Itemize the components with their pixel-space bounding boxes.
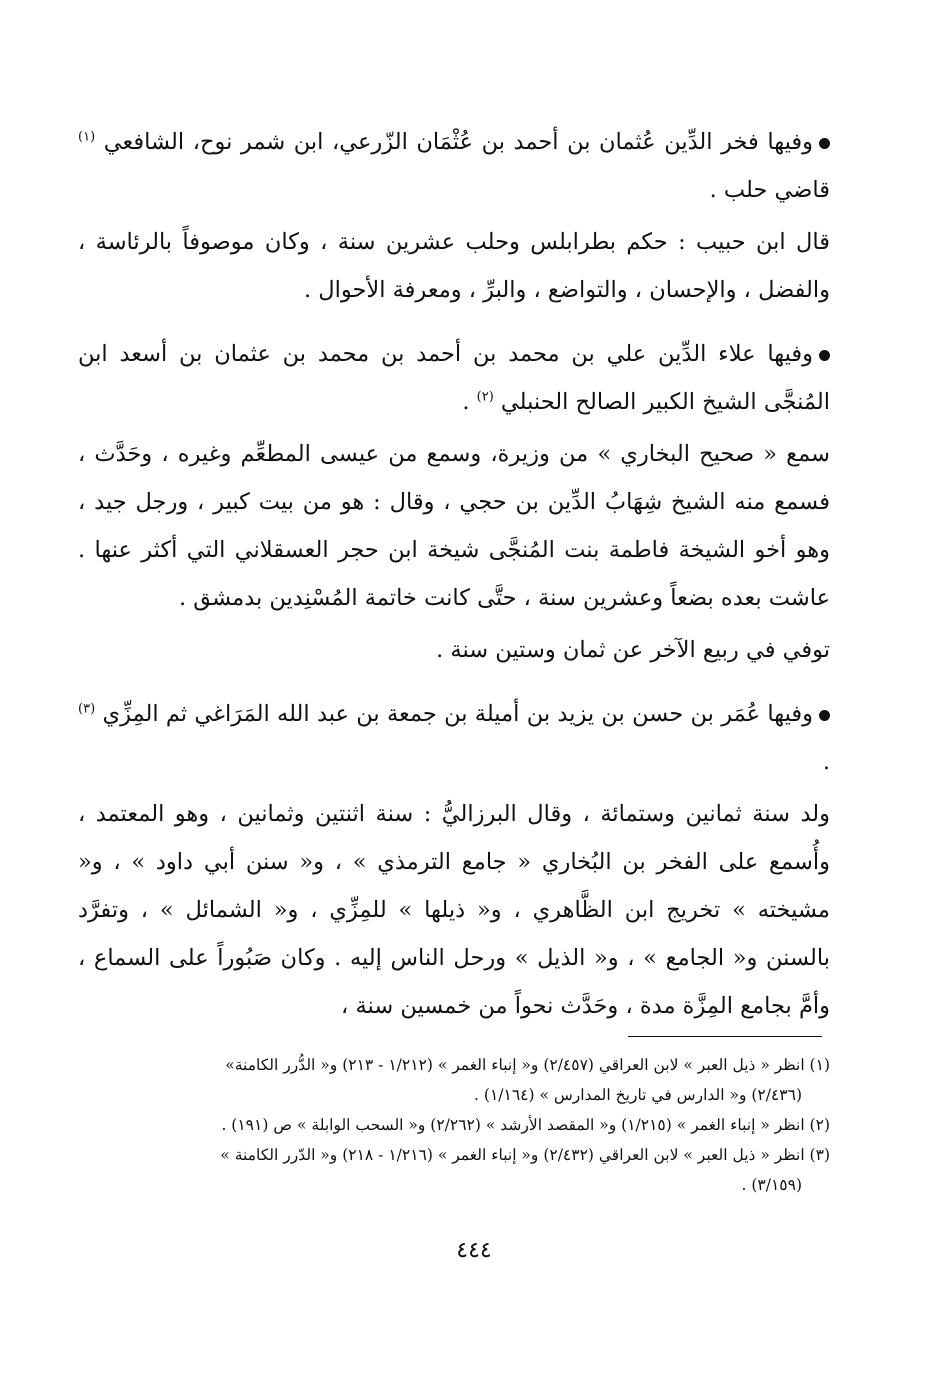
footnote-reference: (٣) <box>78 701 96 717</box>
paragraph-text: وفيها علاء الدِّين علي بن محمد بن أحمد بن محمد بن عثمان بن أسعد ابن المُنجَّى الشيخ الكبير الصالح الحنبلي <box>78 341 830 415</box>
footnote-line: (٣) انظر « ذيل العبر » لابن العراقي (٢/٤٣٢) و« إنباء الغمر » (١/٢١٦ - ٢١٨) و« الدّرر الكامنة » <box>220 1146 830 1164</box>
paragraph-text: قال ابن حبيب : حكم بطرابلس وحلب عشرين سنة ، وكان موصوفاً بالرئاسة ، والفضل ، والإحسان ، والتواضع ، والبرِّ ، ومعرفة الأحوال . <box>78 229 830 303</box>
footnote-reference: (١) <box>78 129 96 145</box>
paragraph-body-4 <box>78 430 830 622</box>
footnote-line: (٣/١٥٩) . <box>741 1176 802 1194</box>
footnote-3 <box>78 1140 830 1170</box>
paragraph-entry-6 <box>78 690 830 786</box>
footnote-2 <box>78 1110 830 1140</box>
footnotes-section <box>78 1050 830 1200</box>
paragraph-tail: . <box>462 389 477 415</box>
paragraph-tail: . <box>822 749 830 775</box>
paragraph-body-2 <box>78 218 830 314</box>
footnote-separator <box>628 1036 822 1037</box>
footnote-1-continued <box>78 1080 830 1110</box>
footnote-1 <box>78 1050 830 1080</box>
bullet-icon <box>819 350 830 361</box>
bullet-icon <box>819 138 830 149</box>
paragraph-entry-3 <box>78 330 830 426</box>
footnote-reference: (٢) <box>476 389 494 405</box>
bullet-icon <box>819 710 830 721</box>
paragraph-text: توفي في ربيع الآخر عن ثمان وستين سنة . <box>436 637 830 663</box>
paragraph-body-7 <box>78 790 830 1030</box>
paragraph-text: وفيها عُمَر بن حسن بن يزيد بن أميلة بن جمعة بن عبد الله المَرَاغي ثم المِزِّي <box>102 701 813 727</box>
footnote-3-continued <box>78 1170 830 1200</box>
paragraph-entry-1 <box>78 118 830 214</box>
paragraph-text: وفيها فخر الدِّين عُثمان بن أحمد بن عُثْمَان الزّرعي، ابن شمر نوح، الشافعي <box>103 129 813 155</box>
paragraph-text: سمع « صحيح البخاري » من وزيرة، وسمع من عيسى المطعِّم وغيره ، وحَدَّث ، فسمع منه الشيخ شِهَابُ الدِّين بن حجي ، وقال : هو من بيت كبير ، ورجل جيد ، وهو أخو الشيخة فاطمة بنت المُنجَّى شيخة ابن حجر العسقلاني التي أكثر عنها . عاشت بعده بضعاً وعشرين سنة ، حتَّى كانت خاتمة المُسْنِدين بدمشق . <box>78 441 830 611</box>
footnote-line: (١) انظر « ذيل العبر » لابن العراقي (٢/٤٥٧) و« إنباء الغمر » (١/٢١٢ - ٢١٣) و« الدُّرر الكامنة» <box>225 1056 830 1074</box>
page-number: ٤٤٤ <box>456 1238 492 1263</box>
paragraph-body-5 <box>78 626 830 674</box>
paragraph-text: ولد سنة ثمانين وستمائة ، وقال البرزاليُّ : سنة اثنتين وثمانين ، وهو المعتمد ، وأُسمع على الفخر بن البُخاري « جامع الترمذي » ، و« سنن أبي داود » ، و« مشيخته » تخريج ابن الظَّاهري ، و« ذيلها » للمِزِّي ، و« الشمائل » ، وتفرَّد بالسنن و« الجامع » ، و« الذيل » ورحل الناس إليه . وكان صَبُوراً على السماع ، وأمَّ بجامع المِزَّة مدة ، وحَدَّث نحواً من خمسين سنة ، <box>78 801 830 1019</box>
main-text <box>78 118 830 1030</box>
footnote-line: (٢) انظر « إنباء الغمر » (١/٢١٥) و« المقصد الأرشد » (٢/٢٦٢) و« السحب الوابلة » ص (١٩١) . <box>221 1116 830 1134</box>
paragraph-tail: قاضي حلب . <box>709 177 830 203</box>
footnote-line: (٢/٤٣٦) و« الدارس في تاريخ المدارس » (١/١٦٤) . <box>474 1086 802 1104</box>
